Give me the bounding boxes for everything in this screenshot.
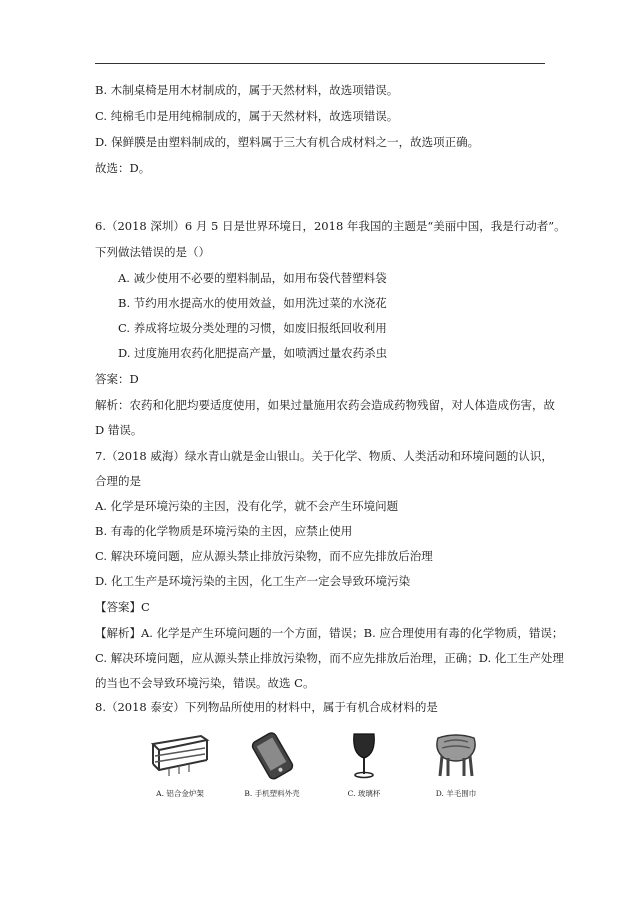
- question-8-figures: [140, 730, 500, 800]
- text-line: B. 木制桌椅是用木材制成的，属于天然材料，故选项错误。: [95, 83, 399, 97]
- question-8-stem: 8.（2018 泰安）下列物品所使用的材料中，属于有机合成材料的是: [95, 700, 438, 714]
- question-6-option-c: C. 养成将垃圾分类处理的习惯，如废旧报纸回收利用: [118, 321, 387, 335]
- question-7-explanation: C. 解决环境问题，应从源头禁止排放污染物，而不应先排放后治理，正确；D. 化工生产处理: [95, 651, 564, 665]
- question-7-stem: 合理的是: [95, 474, 141, 488]
- question-7-option-c: C. 解决环境问题，应从源头禁止排放污染物，而不应先排放后治理: [95, 549, 433, 563]
- question-6-stem: 6.（2018 深圳）6 月 5 日是世界环境日，2018 年我国的主题是“美丽中国，我是行动者”。: [95, 219, 566, 233]
- question-7-option-a: A. 化学是环境污染的主因，没有化学，就不会产生环境问题: [95, 499, 399, 513]
- stove-rack-icon: [149, 730, 211, 780]
- question-6-explanation: D 错误。: [95, 423, 143, 437]
- figure-caption-d: D. 羊毛围巾: [435, 789, 477, 798]
- question-6-option-b: B. 节约用水提高水的使用效益，如用洗过菜的水浇花: [118, 296, 387, 310]
- figure-caption-a: A. 铝合金炉架: [156, 789, 204, 798]
- question-6-answer: 答案：D: [95, 372, 139, 386]
- header-rule: [95, 63, 545, 64]
- scarf-icon: [428, 730, 484, 780]
- wine-glass-icon: [344, 730, 384, 780]
- question-6-option-d: D. 过度施用农药化肥提高产量，如喷洒过量农药杀虫: [118, 346, 388, 360]
- question-6-stem: 下列做法错误的是（）: [95, 245, 210, 259]
- figure-glass-cup: [324, 730, 404, 800]
- question-6-option-a: A. 减少使用不必要的塑料制品，如用布袋代替塑料袋: [118, 271, 387, 285]
- question-7-explanation: 的当也不会导致环境污染，错误。故选 C。: [95, 676, 315, 690]
- figure-caption-c: C. 玻璃杯: [347, 789, 381, 798]
- figure-caption-b: B. 手机塑料外壳: [244, 789, 300, 798]
- text-line: 故选：D。: [95, 161, 151, 175]
- question-6-explanation: 解析：农药和化肥均要适度使用，如果过量施用农药会造成药物残留，对人体造成伤害，故: [95, 398, 555, 412]
- figure-wool-scarf: [416, 730, 496, 800]
- phone-icon: [247, 730, 297, 780]
- figure-phone-case: [232, 730, 312, 800]
- question-7-explanation: 【解析】A. 化学是产生环境问题的一个方面，错误；B. 应合理使用有毒的化学物质，错误；: [95, 626, 564, 640]
- question-7-option-b: B. 有毒的化学物质是环境污染的主因，应禁止使用: [95, 524, 353, 538]
- question-7-option-d: D. 化工生产是环境污染的主因，化工生产一定会导致环境污染: [95, 574, 411, 588]
- question-7-stem: 7.（2018 威海）绿水青山就是金山银山。关于化学、物质、人类活动和环境问题的认识，: [95, 449, 553, 463]
- figure-aluminum-rack: [140, 730, 220, 800]
- text-line: C. 纯棉毛巾是用纯棉制成的，属于天然材料，故选项错误。: [95, 109, 399, 123]
- question-7-answer: 【答案】C: [95, 600, 150, 614]
- text-line: D. 保鲜膜是由塑料制成的，塑料属于三大有机合成材料之一，故选项正确。: [95, 135, 480, 149]
